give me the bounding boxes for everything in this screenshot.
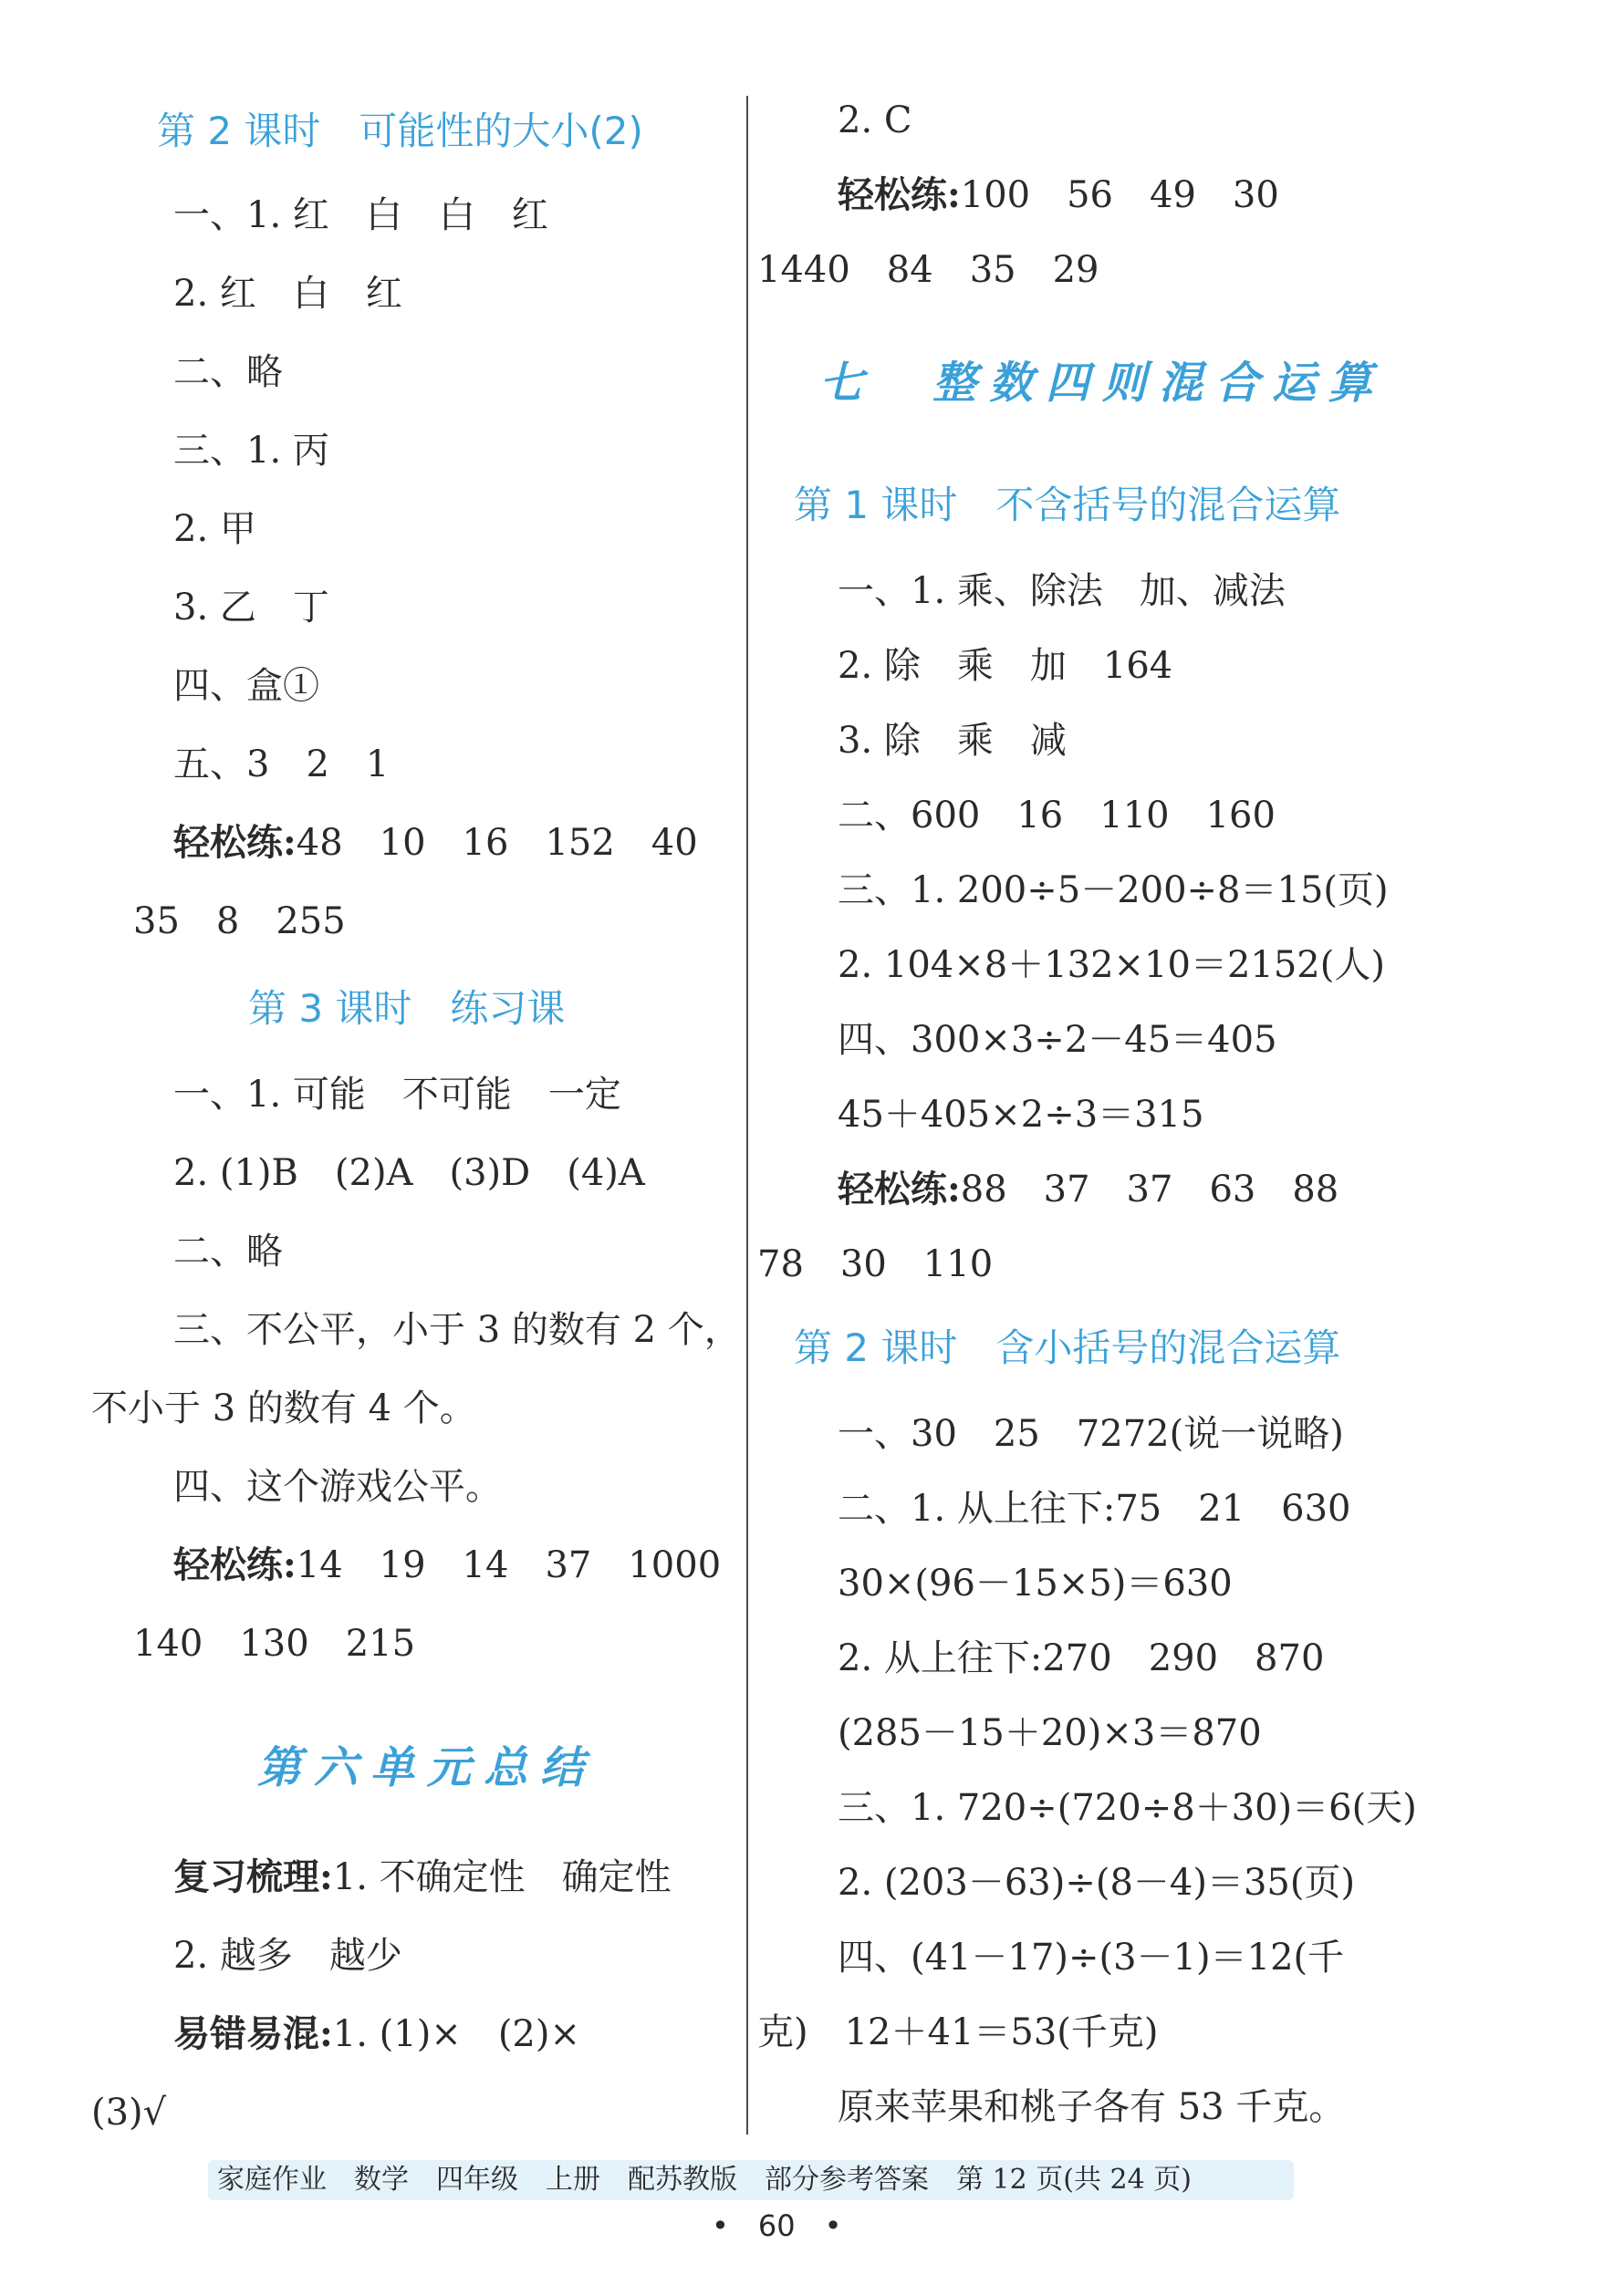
answer-line: 克) 12＋41＝53(千克)	[757, 2011, 1159, 2053]
mistake-label: 易错易混:	[173, 2012, 333, 2055]
answer-line: 2. (203－63)÷(8－4)＝35(页)	[838, 1862, 1356, 1904]
column-divider	[746, 96, 748, 2135]
answer-line: 二、略	[173, 351, 283, 393]
answer-line: 四、盒①	[173, 665, 319, 707]
unit-heading: 七 整数四则混合运算	[819, 358, 1386, 409]
answer-line: 2. 越多 越少	[173, 1935, 402, 1977]
answer-line: 不小于 3 的数有 4 个。	[91, 1387, 476, 1429]
practice-line	[838, 1168, 1338, 1211]
answer-line: 3. 除 乘 减	[838, 720, 1067, 762]
answer-line: 3. 乙 丁	[173, 587, 329, 629]
lesson-heading: 第 2 课时 含小括号的混合运算	[794, 1325, 1341, 1370]
answer-line: 二、600 16 110 160	[838, 795, 1276, 836]
practice-label: 轻松练:	[838, 173, 961, 216]
practice-label: 轻松练:	[173, 1543, 297, 1586]
answer-line: 2. 104×8＋132×10＝2152(人)	[838, 944, 1385, 986]
answer-line: 2. 红 白 红	[173, 273, 402, 315]
answer-line: 一、1. 可能 不可能 一定	[173, 1074, 621, 1116]
answer-line: 原来苹果和桃子各有 53 千克。	[838, 2086, 1346, 2128]
answer-line: 2. (1)B (2)A (3)D (4)A	[173, 1152, 645, 1194]
review-line	[173, 1855, 672, 1899]
practice-values: 48 10 16 152 40	[296, 822, 698, 864]
practice-line	[838, 173, 1279, 217]
answer-line: 三、不公平，小于 3 的数有 2 个，	[173, 1309, 741, 1351]
answer-line: 一、1. 乘、除法 加、减法	[838, 570, 1286, 612]
answer-line: (3)√	[91, 2092, 167, 2134]
answer-line: 三、1. 720÷(720÷8＋30)＝6(天)	[838, 1787, 1417, 1829]
practice-label: 轻松练:	[173, 821, 297, 864]
review-values: 1. 不确定性 确定性	[332, 1856, 672, 1898]
practice-values: 88 37 37 63 88	[960, 1169, 1339, 1210]
mistake-line	[173, 2012, 580, 2056]
answer-line: 45＋405×2÷3＝315	[838, 1094, 1204, 1136]
practice-values: 14 19 14 37 1000	[296, 1544, 722, 1586]
practice-line	[173, 821, 698, 865]
answer-line: 二、1. 从上往下:75 21 630	[838, 1488, 1351, 1530]
answer-line: 2. 从上往下:270 290 870	[838, 1637, 1325, 1679]
answer-line: 2. 甲	[173, 508, 256, 550]
page-number: • 60 •	[712, 2208, 842, 2243]
lesson-heading: 第 2 课时 可能性的大小(2)	[157, 109, 643, 153]
answer-line: 四、300×3÷2－45＝405	[838, 1019, 1277, 1061]
page-footer: 家庭作业 数学 四年级 上册 配苏教版 部分参考答案 第 12 页(共 24 页)	[208, 2160, 1294, 2200]
answer-line: 30×(96－15×5)＝630	[838, 1563, 1233, 1605]
mistake-values: 1. (1)× (2)×	[332, 2013, 580, 2055]
unit-summary-heading: 第六单元总结	[257, 1742, 598, 1793]
answer-line: 一、30 25 7272(说一说略)	[838, 1413, 1344, 1455]
answer-line: 三、1. 200÷5－200÷8＝15(页)	[838, 869, 1389, 911]
answer-line: 二、略	[173, 1231, 283, 1273]
practice-line	[173, 1543, 721, 1587]
answer-line: 五、3 2 1	[173, 743, 390, 785]
answer-line: 一、1. 红 白 白 红	[173, 194, 548, 236]
answer-line: 2. 除 乘 加 164	[838, 645, 1173, 687]
answer-line: (285－15＋20)×3＝870	[838, 1712, 1262, 1754]
practice-values: 100 56 49 30	[960, 174, 1279, 216]
review-label: 复习梳理:	[173, 1855, 333, 1898]
answer-line: 1440 84 35 29	[757, 249, 1099, 291]
answer-line: 四、这个游戏公平。	[173, 1466, 502, 1508]
lesson-heading: 第 3 课时 练习课	[248, 986, 566, 1031]
lesson-heading: 第 1 课时 不含括号的混合运算	[794, 483, 1341, 527]
answer-line: 2. C	[838, 99, 912, 141]
answer-line: 三、1. 丙	[173, 430, 329, 472]
answer-line: 四、(41－17)÷(3－1)＝12(千	[838, 1937, 1345, 1979]
answer-line: 78 30 110	[757, 1243, 994, 1285]
answer-line: 140 130 215	[133, 1623, 416, 1665]
practice-label: 轻松练:	[838, 1168, 961, 1210]
answer-line: 35 8 255	[133, 900, 346, 942]
